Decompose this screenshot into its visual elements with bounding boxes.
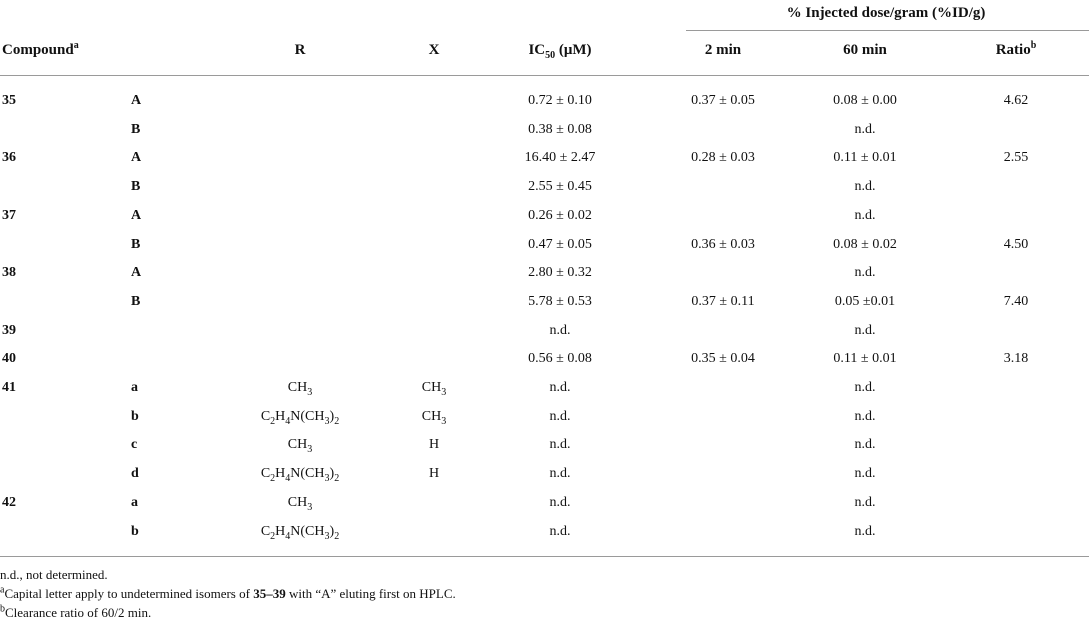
cell-compound: 38 bbox=[2, 265, 16, 280]
cell-compound: 35 bbox=[2, 93, 16, 108]
cell-r: $C_2H_4N(CH_3)_2$ bbox=[260, 466, 340, 484]
cell-60min: n.d. bbox=[854, 122, 876, 137]
cell-60min: n.d. bbox=[854, 495, 876, 510]
cell-isomer: A bbox=[131, 265, 142, 280]
cell-60min: n.d. bbox=[854, 208, 876, 223]
cell-60min: 0.05 ±0.01 bbox=[834, 294, 896, 309]
cell-ic50: 0.26 ± 0.02 bbox=[528, 208, 592, 223]
header-x: X bbox=[428, 42, 440, 58]
header-ic50: $IC_{50}$ (μM) bbox=[528, 42, 592, 61]
cell-2min: 0.37 ± 0.11 bbox=[691, 294, 755, 309]
cell-ic50: n.d. bbox=[549, 380, 571, 395]
cell-60min: n.d. bbox=[854, 466, 876, 481]
cell-r: $CH_3$ bbox=[287, 380, 313, 398]
bottom-rule bbox=[0, 556, 1089, 557]
header-group-underline bbox=[686, 30, 1089, 31]
cell-isomer: A bbox=[131, 208, 142, 223]
cell-ic50: n.d. bbox=[549, 466, 571, 481]
cell-ic50: 0.47 ± 0.05 bbox=[528, 237, 592, 252]
cell-60min: 0.11 ± 0.01 bbox=[833, 150, 897, 165]
cell-ic50: 0.38 ± 0.08 bbox=[528, 122, 592, 137]
cell-ratio: 4.50 bbox=[1003, 237, 1029, 252]
cell-isomer: A bbox=[131, 93, 142, 108]
cell-compound: 37 bbox=[2, 208, 16, 223]
cell-compound: 41 bbox=[2, 380, 16, 395]
cell-isomer: B bbox=[131, 237, 141, 252]
cell-ic50: 5.78 ± 0.53 bbox=[528, 294, 592, 309]
header-60min: 60 min bbox=[843, 42, 887, 58]
cell-isomer: A bbox=[131, 150, 142, 165]
cell-ic50: n.d. bbox=[549, 409, 571, 424]
footnote-nd: n.d., not determined. bbox=[0, 567, 108, 582]
cell-60min: n.d. bbox=[854, 179, 876, 194]
cell-60min: n.d. bbox=[854, 524, 876, 539]
cell-ic50: 2.55 ± 0.45 bbox=[528, 179, 592, 194]
cell-60min: n.d. bbox=[854, 380, 876, 395]
cell-isomer: b bbox=[131, 409, 139, 424]
cell-isomer: c bbox=[131, 437, 138, 452]
cell-60min: n.d. bbox=[854, 323, 876, 338]
cell-ic50: n.d. bbox=[549, 437, 571, 452]
cell-60min: 0.11 ± 0.01 bbox=[833, 351, 897, 366]
cell-r: $C_2H_4N(CH_3)_2$ bbox=[260, 524, 340, 542]
header-compound: Compound$^a$ bbox=[2, 40, 79, 58]
cell-compound: 40 bbox=[2, 351, 16, 366]
cell-2min: 0.35 ± 0.04 bbox=[691, 351, 755, 366]
cell-r: $CH_3$ bbox=[287, 437, 313, 455]
cell-x: $CH_3$ bbox=[421, 409, 447, 427]
cell-compound: 42 bbox=[2, 495, 16, 510]
cell-ratio: 4.62 bbox=[1003, 93, 1029, 108]
cell-ratio: 3.18 bbox=[1003, 351, 1029, 366]
cell-2min: 0.28 ± 0.03 bbox=[691, 150, 755, 165]
cell-ic50: n.d. bbox=[549, 323, 571, 338]
header-r: R bbox=[294, 42, 306, 58]
cell-r: $C_2H_4N(CH_3)_2$ bbox=[260, 409, 340, 427]
cell-60min: 0.08 ± 0.00 bbox=[833, 93, 897, 108]
cell-isomer: a bbox=[131, 495, 138, 510]
cell-x: H bbox=[428, 466, 440, 481]
footnote-b: $^b$Clearance ratio of 60/2 min. bbox=[0, 603, 152, 620]
cell-r: $CH_3$ bbox=[287, 495, 313, 513]
cell-ic50: 2.80 ± 0.32 bbox=[528, 265, 592, 280]
header-2min: 2 min bbox=[704, 42, 742, 58]
footnote-a: $^a$Capital letter apply to undetermined isomers of 35–39 with “A” eluting first on HPLC. bbox=[0, 584, 456, 601]
cell-isomer: B bbox=[131, 122, 141, 137]
cell-ratio: 7.40 bbox=[1003, 294, 1029, 309]
cell-isomer: B bbox=[131, 179, 141, 194]
cell-ic50: n.d. bbox=[549, 495, 571, 510]
cell-x: H bbox=[428, 437, 440, 452]
cell-ic50: 16.40 ± 2.47 bbox=[524, 150, 596, 165]
cell-2min: 0.37 ± 0.05 bbox=[691, 93, 755, 108]
cell-ic50: 0.72 ± 0.10 bbox=[528, 93, 592, 108]
cell-x: $CH_3$ bbox=[421, 380, 447, 398]
cell-ratio: 2.55 bbox=[1003, 150, 1029, 165]
cell-60min: n.d. bbox=[854, 437, 876, 452]
cell-compound: 36 bbox=[2, 150, 16, 165]
cell-2min: 0.36 ± 0.03 bbox=[691, 237, 755, 252]
cell-ic50: 0.56 ± 0.08 bbox=[528, 351, 592, 366]
cell-isomer: a bbox=[131, 380, 138, 395]
cell-compound: 39 bbox=[2, 323, 16, 338]
header-rule bbox=[0, 75, 1089, 76]
cell-isomer: B bbox=[131, 294, 141, 309]
cell-isomer: d bbox=[131, 466, 139, 481]
header-ratio: Ratio$^b$ bbox=[995, 40, 1037, 58]
cell-60min: n.d. bbox=[854, 265, 876, 280]
cell-60min: 0.08 ± 0.02 bbox=[833, 237, 897, 252]
header-group-label: % Injected dose/gram (%ID/g) bbox=[786, 5, 986, 21]
cell-isomer: b bbox=[131, 524, 139, 539]
cell-ic50: n.d. bbox=[549, 524, 571, 539]
cell-60min: n.d. bbox=[854, 409, 876, 424]
